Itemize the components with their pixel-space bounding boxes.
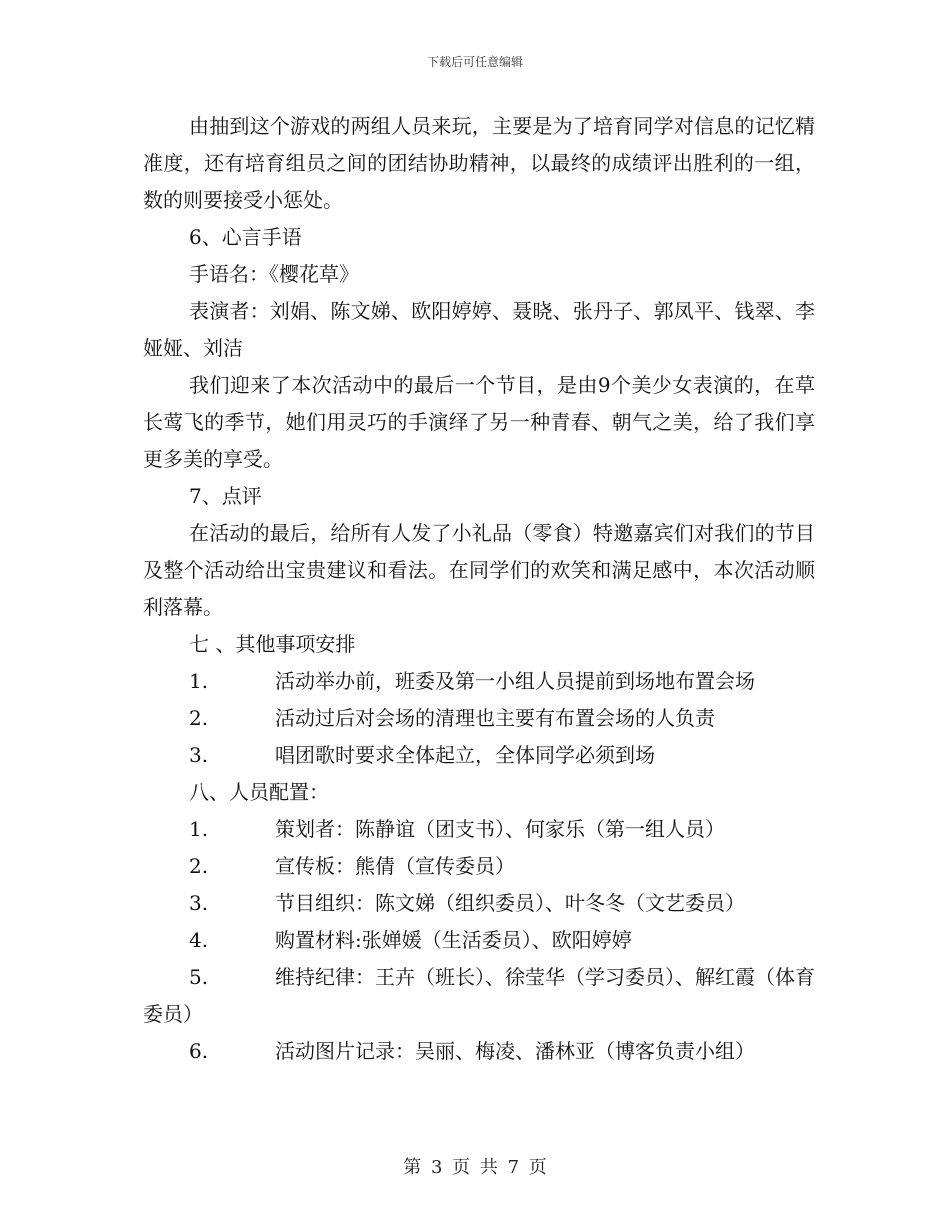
- list-item-number: 2.: [189, 706, 209, 730]
- section-heading-staff: 八、人员配置：: [189, 780, 329, 804]
- paragraph-game-description: 由抽到这个游戏的两组人员来玩，主要是为了培育同学对信息的记忆精准度，还有培育组员之间的团结协助精神，以最终的成绩评出胜利的一组，数的则要接受小惩处。: [143, 114, 815, 212]
- list-item-text: 活动过后对会场的清理也主要有布置会场的人负责: [275, 706, 715, 730]
- list-item-text: 宣传板：熊倩（宣传委员）: [275, 854, 515, 878]
- paragraph-review: 在活动的最后，给所有人发了小礼品（零食）特邀嘉宾们对我们的节目及整个活动给出宝贵建议和看法。在同学们的欢笑和满足感中，本次活动顺利落幕。: [143, 521, 815, 619]
- list-item-number: 6.: [189, 1039, 209, 1063]
- performers-list: 表演者：刘娟、陈文娣、欧阳婷婷、聂晓、张丹子、郭凤平、钱翠、李娅娅、刘洁: [143, 299, 815, 360]
- list-item-text: 购置材料:张婵媛（生活委员）、欧阳婷婷: [275, 928, 632, 952]
- list-item: [143, 1033, 815, 1070]
- list-item-number: 4.: [189, 928, 209, 952]
- list-item-text: 活动图片记录：吴丽、梅凌、潘林亚（博客负责小组）: [275, 1039, 755, 1063]
- list-item: [143, 848, 815, 885]
- list-item: [143, 700, 815, 737]
- list-item-text: 策划者：陈静谊（团支书）、何家乐（第一组人员）: [275, 817, 725, 841]
- list-item: [143, 663, 815, 700]
- section-heading-review: 7、点评: [189, 484, 262, 508]
- list-item-number: 2.: [189, 854, 209, 878]
- list-item: [143, 922, 815, 959]
- list-item-number: 3.: [189, 743, 209, 767]
- list-item: [143, 737, 815, 774]
- list-item-text: 维持纪律：王卉（班长）、徐莹华（学习委员）、解红霞（体育委员）: [143, 965, 815, 1026]
- list-item-text: 活动举办前，班委及第一小组人员提前到场地布置会场: [275, 669, 755, 693]
- list-item: [143, 959, 815, 1033]
- list-item: [143, 811, 815, 848]
- page-footer: 第 3 页 共 7 页: [403, 1157, 547, 1178]
- list-item-number: 1.: [189, 817, 209, 841]
- page-header: 下载后可任意编辑: [426, 55, 523, 69]
- document-body: [143, 108, 815, 1070]
- list-item-text: 唱团歌时要求全体起立，全体同学必须到场: [275, 743, 655, 767]
- list-item: [143, 885, 815, 922]
- sign-language-title: 手语名：《樱花草》: [189, 262, 359, 286]
- list-item-number: 3.: [189, 891, 209, 915]
- list-item-number: 1.: [189, 669, 209, 693]
- section-heading-sign-language: 6、心言手语: [189, 225, 302, 249]
- paragraph-final-program: 我们迎来了本次活动中的最后一个节目，是由9个美少女表演的，在草长莺飞的季节，她们用灵巧的手演绎了另一种青春、朝气之美，给了我们享更多美的享受。: [143, 373, 815, 471]
- list-item-number: 5.: [189, 965, 209, 989]
- list-item-text: 节目组织：陈文娣（组织委员）、叶冬冬（文艺委员）: [275, 891, 745, 915]
- section-heading-other-arrangements: 七 、其他事项安排: [189, 632, 356, 656]
